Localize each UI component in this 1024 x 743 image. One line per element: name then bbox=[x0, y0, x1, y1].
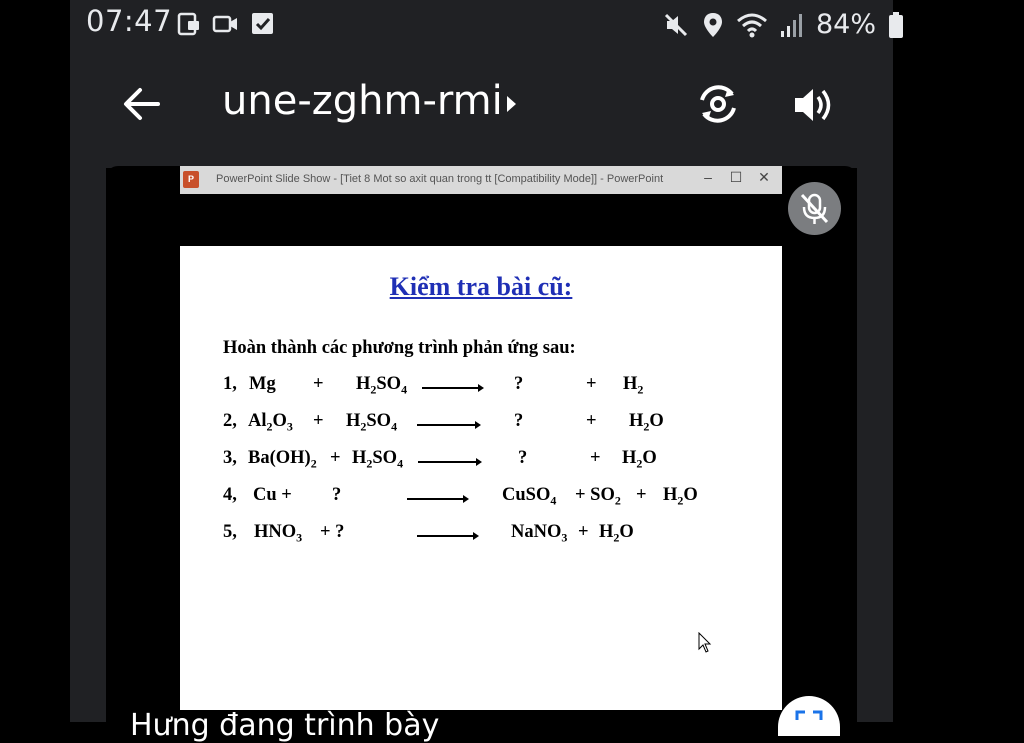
eq-product-c: ? bbox=[514, 411, 524, 431]
presenter-caption: Hưng đang trình bày bbox=[130, 708, 440, 743]
mute-icon bbox=[662, 11, 690, 39]
eq-product-d: $H_2O$ bbox=[622, 448, 657, 471]
equation-row bbox=[180, 411, 782, 437]
checkbox-icon bbox=[250, 11, 276, 37]
eq-number: 2, bbox=[223, 411, 237, 431]
eq-product-so2: + $SO_2$ bbox=[575, 485, 621, 508]
reaction-arrow bbox=[417, 535, 477, 537]
eq-plus: + ? bbox=[320, 522, 345, 542]
eq-plus: + bbox=[586, 411, 597, 431]
eq-plus: + bbox=[313, 411, 324, 431]
reaction-arrow bbox=[422, 387, 482, 389]
window-controls bbox=[694, 169, 778, 186]
eq-product-c: CuSO$_4$ bbox=[502, 485, 557, 508]
left-gutter bbox=[70, 168, 106, 722]
play-triangle-icon[interactable] bbox=[506, 94, 518, 114]
status-icons-right bbox=[662, 9, 904, 40]
eq-number: 3, bbox=[223, 448, 237, 468]
close-icon: ✕ bbox=[758, 169, 770, 185]
eq-number: 5, bbox=[223, 522, 237, 542]
ppt-window-title: PowerPoint Slide Show - [Tiet 8 Mot so axit quan trong tt [Compatibility Mode]] - PowerPoint bbox=[216, 173, 664, 185]
slide-instruction: Hoàn thành các phương trình phản ứng sau: bbox=[223, 338, 576, 358]
eq-product-d: $H_2O$ bbox=[629, 411, 664, 434]
eq-plus: + bbox=[586, 374, 597, 394]
eq-plus: + bbox=[636, 485, 647, 505]
status-time: 07:47 bbox=[86, 4, 173, 38]
eq-plus: + bbox=[578, 522, 589, 542]
eq-number: 1, bbox=[223, 374, 237, 394]
eq-reactant-a: $Al_2O_3$ bbox=[248, 411, 293, 434]
back-arrow-icon[interactable] bbox=[120, 80, 164, 128]
switch-camera-icon[interactable] bbox=[694, 80, 742, 128]
eq-plus: + bbox=[590, 448, 601, 468]
speaker-icon[interactable] bbox=[790, 82, 836, 128]
eq-reactant-a: $HNO_3$ bbox=[254, 522, 303, 545]
signal-icon bbox=[780, 11, 804, 39]
mic-off-indicator bbox=[788, 182, 841, 235]
video-camera-icon bbox=[212, 11, 240, 37]
right-gutter bbox=[857, 168, 893, 722]
equation-row bbox=[180, 448, 782, 474]
slide-title: Kiểm tra bài cũ: bbox=[389, 272, 573, 301]
eq-reactant-a: Mg bbox=[249, 374, 276, 394]
eq-reactant-b: ? bbox=[332, 485, 342, 505]
reaction-arrow bbox=[418, 461, 480, 463]
equation-row bbox=[180, 485, 782, 511]
wifi-icon bbox=[736, 11, 768, 39]
eq-product-d: $H_2O$ bbox=[663, 485, 698, 508]
battery-icon bbox=[888, 11, 904, 39]
minimize-icon: – bbox=[704, 169, 712, 185]
eq-reactant-b: $H_2SO_4$ bbox=[352, 448, 404, 471]
battery-percent: 84% bbox=[816, 9, 877, 40]
mouse-cursor-icon bbox=[698, 632, 712, 654]
equation-row bbox=[180, 374, 782, 400]
reaction-arrow bbox=[407, 498, 467, 500]
eq-reactant-b: $H_2SO_4$ bbox=[346, 411, 398, 434]
eq-reactant-b: $H_2SO_4$ bbox=[356, 374, 408, 397]
screen-record-icon bbox=[176, 11, 202, 37]
equation-row bbox=[180, 522, 782, 548]
eq-product-c: ? bbox=[518, 448, 528, 468]
status-icons-left bbox=[176, 11, 276, 37]
location-icon bbox=[702, 11, 724, 39]
eq-product-c: NaNO$_3$ bbox=[511, 522, 568, 545]
eq-product-d: $H_2$ bbox=[623, 374, 644, 397]
eq-product-c: ? bbox=[514, 374, 524, 394]
mic-off-icon bbox=[788, 182, 841, 235]
fullscreen-button[interactable] bbox=[778, 696, 840, 736]
meeting-code[interactable]: une-zghm-rmi bbox=[222, 78, 503, 124]
eq-plus: + bbox=[313, 374, 324, 394]
maximize-icon: ☐ bbox=[729, 169, 743, 185]
eq-plus: + bbox=[330, 448, 341, 468]
powerpoint-icon: P bbox=[183, 171, 199, 188]
eq-reactant-a: Cu + bbox=[253, 485, 292, 505]
slide bbox=[180, 246, 782, 710]
ppt-window-titlebar bbox=[180, 166, 782, 194]
eq-product-d: $H_2O$ bbox=[599, 522, 634, 545]
eq-reactant-a: $Ba(OH)_2$ bbox=[248, 448, 317, 471]
reaction-arrow bbox=[417, 424, 479, 426]
eq-number: 4, bbox=[223, 485, 237, 505]
